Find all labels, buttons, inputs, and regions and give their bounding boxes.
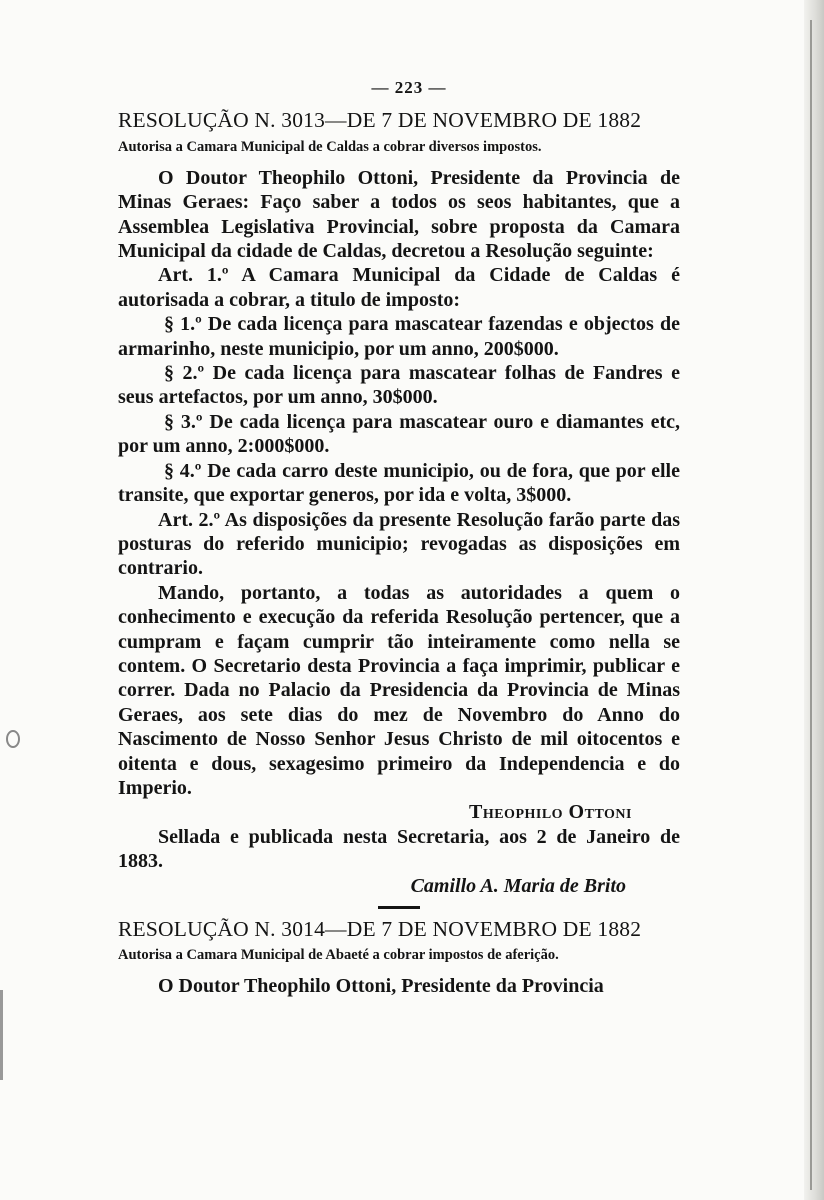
resolution-3014-summary: Autorisa a Camara Municipal de Abaeté a cobrar impostos de aferição. (118, 947, 559, 964)
page-number: — 223 — (371, 78, 447, 97)
secretary-signature: Camillo A. Maria de Brito (410, 874, 626, 897)
margin-mark (6, 730, 20, 748)
page-edge-line (810, 20, 812, 1190)
article-2: Art. 2.º As disposições da presente Resolução farão parte das posturas do referido municipio; revogadas as disposições em contrario. (118, 508, 680, 580)
resolution-3013-preamble: O Doutor Theophilo Ottoni, Presidente da Provincia de Minas Geraes: Faço saber a todos os seos habitantes, que a Assemblea Legislativa Provincial, sobre proposta da Camara Municipal da cidade de Caldas, decretou a Resolução seguinte: (118, 166, 680, 263)
text-block (118, 76, 680, 999)
resolution-3013-summary: Autorisa a Camara Municipal de Caldas a cobrar diversos impostos. (118, 138, 542, 155)
sealed-published-note: Sellada e publicada nesta Secretaria, aos 2 de Janeiro de 1883. (118, 825, 680, 873)
mando-paragraph: Mando, portanto, a todas as autoridades a quem o conhecimento e execução da referida Resolução pertencer, que a cumpram e façam cumprir tão inteiramente como nella se contem. O Secretario desta Provincia a faça imprimir, publicar e correr. Dada no Palacio da Presidencia da Provincia de Minas Geraes, aos sete dias do mez de Novembro do Anno do Nascimento de Nosso Senhor Jesus Christo de mil oitocentos e oitenta e dous, sexagesimo primeiro da Independencia e do Imperio. (118, 581, 680, 799)
resolution-3013-heading: RESOLUÇÃO N. 3013—DE 7 DE NOVEMBRO DE 1882 (118, 108, 642, 133)
article-1: Art. 1.º A Camara Municipal da Cidade de Caldas é autorisada a cobrar, a titulo de imposto: (118, 264, 680, 311)
resolution-3014-preamble: O Doutor Theophilo Ottoni, Presidente da Provincia (158, 975, 604, 998)
section-3: § 3.º De cada licença para mascatear ouro e diamantes etc, por um anno, 2:000$000. (118, 410, 680, 458)
resolution-3014-heading: RESOLUÇÃO N. 3014—DE 7 DE NOVEMBRO DE 1882 (118, 917, 642, 941)
president-signature: Theophilo Ottoni (468, 801, 632, 824)
margin-bar (0, 990, 3, 1080)
section-2: § 2.º De cada licença para mascatear folhas de Fandres e seus artefactos, por um anno, 30$000. (118, 362, 680, 409)
page-edge-shadow (804, 0, 824, 1200)
section-divider (378, 906, 420, 909)
section-4: § 4.º De cada carro deste municipio, ou de fora, que por elle transite, que exportar generos, por ida e volta, 3$000. (118, 459, 680, 507)
section-1: § 1.º De cada licença para mascatear fazendas e objectos de armarinho, neste municipio, por um anno, 200$000. (118, 313, 680, 360)
